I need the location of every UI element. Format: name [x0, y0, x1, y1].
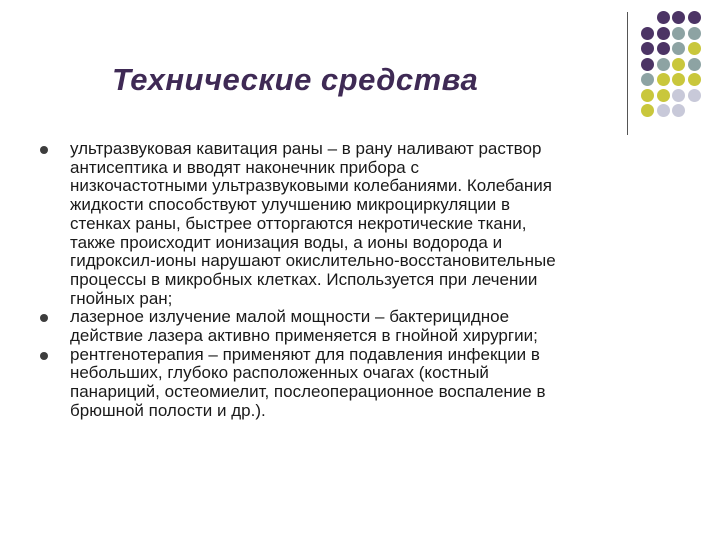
decorative-dot — [657, 42, 670, 55]
decorative-dot — [657, 58, 670, 71]
title-divider-line — [627, 12, 628, 135]
bullet-dot-icon — [40, 146, 48, 154]
decorative-dot — [641, 73, 654, 86]
decorative-dot — [641, 104, 654, 117]
decorative-dot — [672, 58, 685, 71]
decorative-dot — [641, 42, 654, 55]
decorative-dot — [657, 73, 670, 86]
bullet-item-ultrasound — [40, 140, 690, 308]
decorative-dot — [688, 73, 701, 86]
decorative-dot — [688, 27, 701, 40]
decorative-dot — [672, 104, 685, 117]
decorative-dot — [672, 42, 685, 55]
decorative-dot — [688, 89, 701, 102]
decorative-dot — [641, 27, 654, 40]
bullet-text: рентгенотерапия – применяют для подавления инфекции в небольших, глубоко расположенных очагах (костный панариций, остеомиелит, послеоперационное воспаление в брюшной полости и др.). — [70, 344, 546, 420]
decorative-dot — [672, 27, 685, 40]
decorative-dot — [688, 42, 701, 55]
slide-title: Технические средства — [112, 62, 479, 97]
bullet-text: ультразвуковая кавитация раны – в рану наливают раствор антисептика и вводят наконечник прибора с низкочастотными ультразвуковыми колебаниями. Колебания жидкости способствуют улучшению микроциркуляции в стенках раны, быстрее отторгаются некротические ткани, также происходит ионизация воды, а ионы водорода и гидроксил-ионы нарушают окислительно-восстановительные процессы в микробных клетках. Используется при лечении гнойных ран; — [70, 139, 556, 308]
bullet-dot-icon — [40, 314, 48, 322]
bullet-list — [40, 140, 690, 421]
decorative-dot — [641, 89, 654, 102]
bullet-text: лазерное излучение малой мощности – бактерицидное действие лазера активно применяется в гнойной хирургии; — [70, 307, 538, 346]
decorative-dot — [657, 27, 670, 40]
bullet-item-laser — [40, 308, 690, 345]
decorative-dot — [688, 11, 701, 24]
decorative-dot — [657, 89, 670, 102]
decorative-dot — [657, 104, 670, 117]
decorative-dot — [641, 58, 654, 71]
bullet-item-xray — [40, 346, 690, 421]
decorative-dot — [657, 11, 670, 24]
decorative-dot — [672, 73, 685, 86]
bullet-dot-icon — [40, 352, 48, 360]
decorative-dot — [672, 11, 685, 24]
decorative-dot — [672, 89, 685, 102]
decorative-dot — [688, 58, 701, 71]
